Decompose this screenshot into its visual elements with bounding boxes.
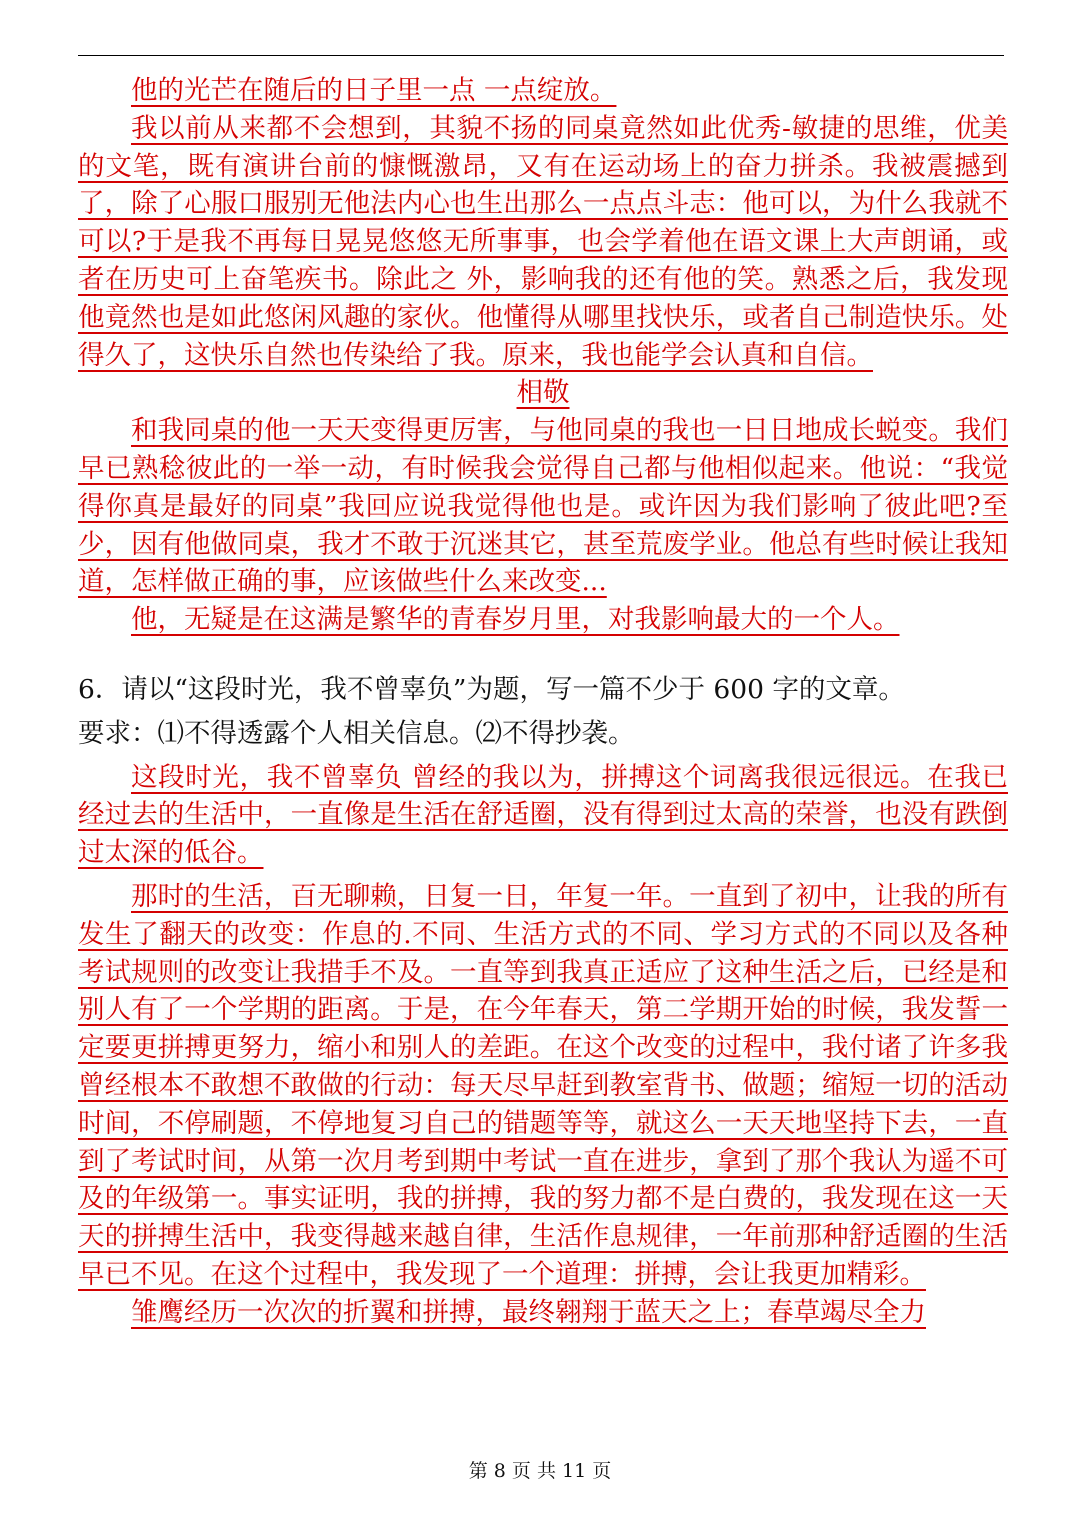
essay-paragraph: 雏鹰经历一次次的折翼和拼搏，最终翱翔于蓝天之上；春草竭尽全力 [131,1296,926,1328]
answer-paragraph: 我以前从来都不会想到，其貌不扬的同桌竟然如此优秀-敏捷的思维，优美的文笔，既有演讲台前的慷慨激昂，又有在运动场上的奋力拼杀。我被震撼到了，除了心服口服别无他法内心也生出那么一点点斗志：他可以，为什么我就不可以?于是我不再每日晃晃悠悠无所事事，也会学着他在语文课上大声朗诵，或者在历史可上奋笔疾书。除此之 外，影响我的还有他的笑。熟悉之后，我发现他竟然也是如此悠闲风趣的家伙。他懂得从哪里找快乐，或者自己制造快乐。处得久了，这快乐自然也传染给了我。原来，我也能学会认真和自信。 [78,112,1008,371]
question-requirements: 要求：⑴不得透露个人相关信息。⑵不得抄袭。 [78,717,635,749]
document-body [78,72,1008,1332]
answer-paragraph: 他的光芒在随后的日子里一点 一点绽放。 [131,75,617,106]
essay-paragraph: 那时的生活，百无聊赖，日复一日，年复一年。一直到了初中，让我的所有发生了翻天的改变：作息的.不同、生活方式的不同、学习方式的不同以及各种考试规则的改变让我措手不及。一直等到我真正适应了这种生活之后，已经是和别人有了一个学期的距离。于是，在今年春天，第二学期开始的时候，我发誓一定要更拼搏更努力，缩小和别人的差距。在这个改变的过程中，我付诸了许多我曾经根本不敢想不敢做的行动：每天尽早赶到教室背书、做题；缩短一切的活动时间，不停刷题，不停地复习自己的错题等等，就这么一天天地坚持下去，一直到了考试时间，从第一次月考到期中考试一直在进步，拿到了那个我认为遥不可及的年级第一。事实证明，我的拼搏，我的努力都不是白费的，我发现在这一天天的拼搏生活中，我变得越来越自律，生活作息规律，一年前那种舒适圈的生活早已不见。在这个过程中，我发现了一个道理：拼搏，会让我更加精彩。 [78,880,1008,1290]
answer-paragraph: 他，无疑是在这满是繁华的青春岁月里，对我影响最大的一个人。 [131,604,900,636]
essay-paragraph: 这段时光，我不曾辜负 曾经的我以为，拼搏这个词离我很远很远。在我已经过去的生活中，一直像是生活在舒适圈，没有得到过太高的荣誉，也没有跌倒过太深的低谷。 [78,761,1008,869]
question-block [78,671,1008,753]
answer-paragraph: 和我同桌的他一天天变得更厉害，与他同桌的我也一日日地成长蜕变。我们早已熟稔彼此的一举一动，有时候我会觉得自己都与他相似起来。他说：“我觉得你真是最好的同桌”我回应说我觉得他也是。或许因为我们影响了彼此吧?至少，因有他做同桌，我才不敢于沉迷其它，甚至荒废学业。他总有些时候让我知道，怎样做正确的事，应该做些什么来改变... [78,415,1008,598]
question-prompt: 6．请以“这段时光，我不曾辜负”为题，写一篇不少于 600 字的文章。 [78,673,905,705]
page-footer: 第 8 页 共 11 页 [468,1460,612,1482]
header-rule [78,55,1004,56]
section-title: 相敬 [516,377,570,409]
